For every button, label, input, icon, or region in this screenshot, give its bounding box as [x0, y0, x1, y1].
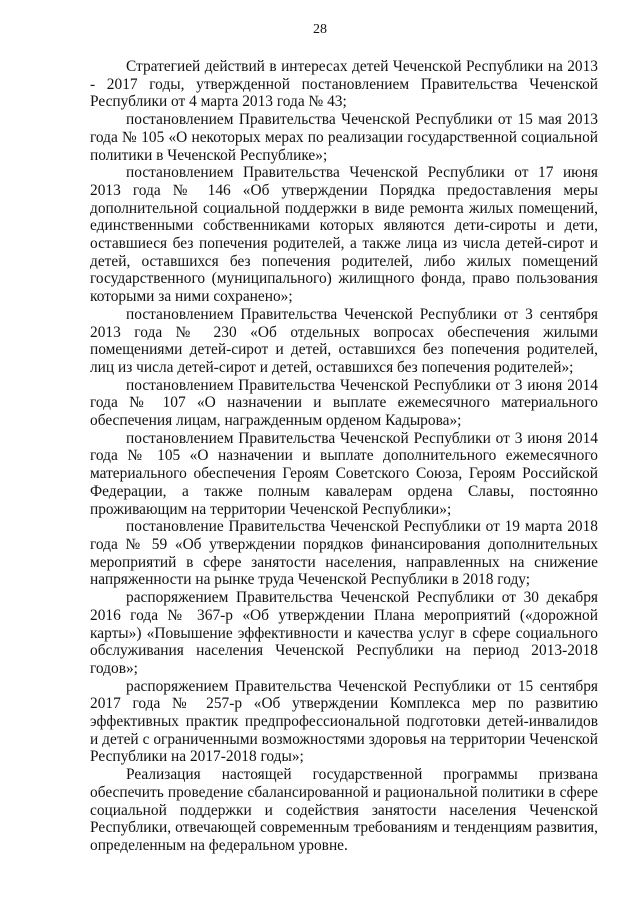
paragraph-resolution-146-2013: постановлением Правительства Чеченской Республики от 17 июня 2013 года № 146 «Об утверждении Порядка предоставления меры дополнительной социальной поддержки в виде ремонта жилых помещений, единственными собственниками которых являются дети-сироты и дети, оставшиеся без попечения родителей, а также лица из числа детей-сирот и детей, оставшихся без попечения родителей, либо жилых помещений государственного (муниципального) жилищного фонда, право пользования которыми за ними сохранено»;: [90, 164, 598, 306]
paragraph-order-257r-2017: распоряжением Правительства Чеченской Республики от 15 сентября 2017 года № 257-р «Об утверждении Комплекса мер по развитию эффективных практик предпрофессиональной подготовки детей-инвалидов и детей с ограниченными возможностями здоровья на территории Чеченской Республики на 2017-2018 годы»;: [90, 677, 598, 766]
page-number: 28: [313, 22, 327, 37]
paragraph-order-367r-2016: распоряжением Правительства Чеченской Республики от 30 декабря 2016 года № 367-р «Об утверждении Плана мероприятий («дорожной карты») «Повышение эффективности и качества услуг в сфере социального обслуживания населения Чеченской Республики на период 2013-2018 годов»;: [90, 589, 598, 677]
paragraph-resolution-230-2013: постановлением Правительства Чеченской Республики от 3 сентября 2013 года № 230 «Об отдельных вопросах обеспечения жилыми помещениями детей-сирот и детей, оставшихся без попечения родителей, лиц из числа детей-сирот и детей, оставшихся без попечения родителей»;: [90, 305, 598, 376]
paragraph-program-purpose: Реализация настоящей государственной программы призвана обеспечить проведение сбалансированной и рациональной политики в сфере социальной поддержки и содействия занятости населения Чеченской Республики, отвечающей современным требованиям и тенденциям развития, определенным на федеральном уровне.: [90, 766, 598, 854]
paragraph-resolution-105-2014: постановлением Правительства Чеченской Республики от 3 июня 2014 года № 105 «О назначении и выплате дополнительного ежемесячного материального обеспечения Героям Советского Союза, Героям Российской Федерации, а также полным кавалерам ордена Славы, постоянно проживающим на территории Чеченской Республики»;: [90, 429, 598, 518]
paragraph-resolution-105-2013: постановлением Правительства Чеченской Республики от 15 мая 2013 года № 105 «О некоторых мерах по реализации государственной социальной политики в Чеченской Республике»;: [90, 111, 598, 164]
paragraph-resolution-107-2014: постановлением Правительства Чеченской Республики от 3 июня 2014 года № 107 «О назначении и выплате ежемесячного материального обеспечения лицам, награжденным орденом Кадырова»;: [90, 376, 598, 430]
paragraph-resolution-59-2018: постановление Правительства Чеченской Республики от 19 марта 2018 года № 59 «Об утверждении порядков финансирования дополнительных мероприятий в сфере занятости населения, направленных на снижение напряженности на рынке труда Чеченской Республики в 2018 году;: [90, 518, 598, 589]
body-text: [90, 58, 598, 855]
paragraph-strategy: Стратегией действий в интересах детей Чеченской Республики на 2013 - 2017 годы, утвержденной постановлением Правительства Чеченской Республики от 4 марта 2013 года № 43;: [90, 58, 598, 111]
